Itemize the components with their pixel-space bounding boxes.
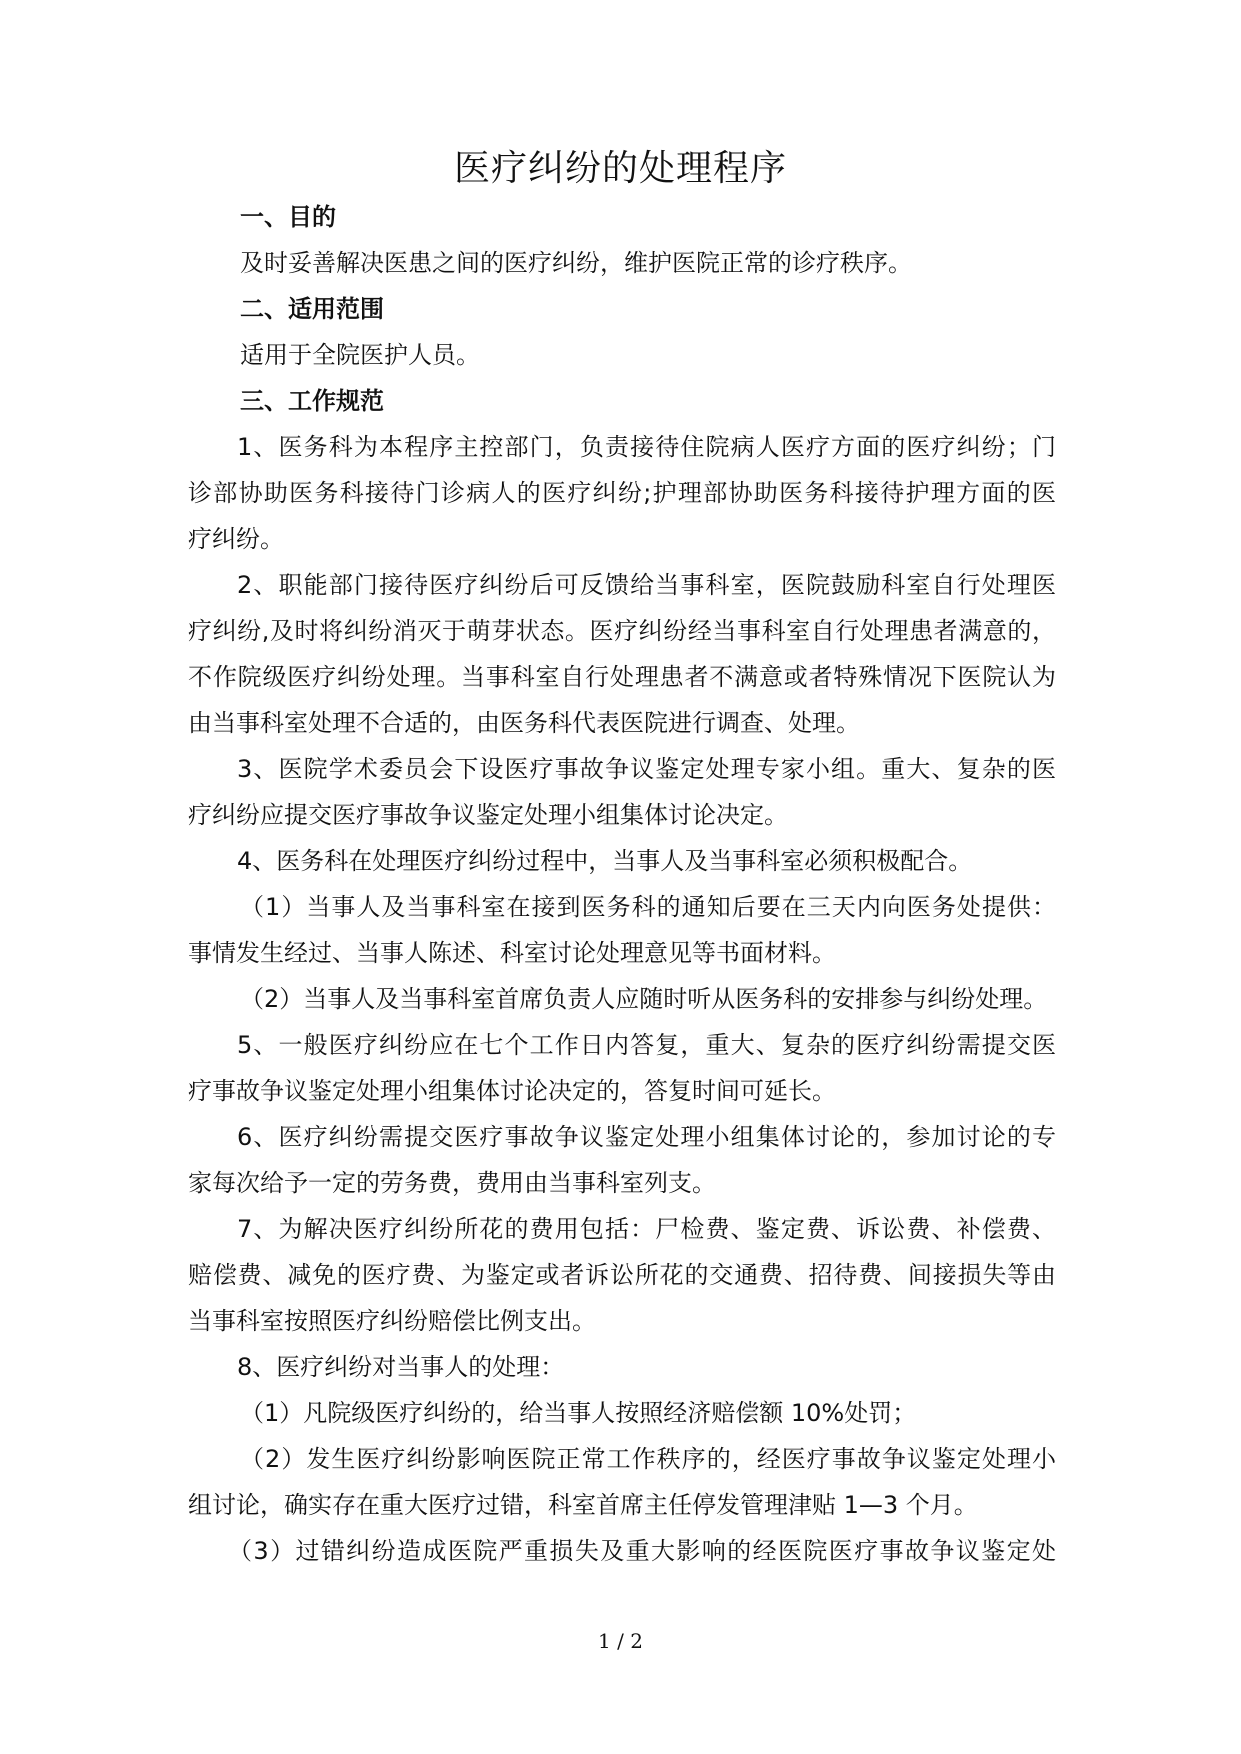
paragraph-line: 组讨论，确实存在重大医疗过错，科室首席主任停发管理津贴 1—3 个月。 — [188, 1491, 978, 1519]
paragraph-line: 疗纠纷应提交医疗事故争议鉴定处理小组集体讨论决定。 — [188, 801, 788, 829]
paragraph-line: 1、医务科为本程序主控部门，负责接待住院病人医疗方面的医疗纠纷；门 — [237, 433, 1056, 461]
paragraph-line: （2）当事人及当事科室首席负责人应随时听从医务科的安排参与纠纷处理。 — [240, 985, 1048, 1013]
document-title: 医疗纠纷的处理程序 — [453, 148, 787, 189]
paragraph-line: 诊部协助医务科接待门诊病人的医疗纠纷;护理部协助医务科接待护理方面的医 — [188, 479, 1056, 507]
section-heading-scope: 二、适用范围 — [240, 295, 384, 323]
paragraph-line: 6、医疗纠纷需提交医疗事故争议鉴定处理小组集体讨论的，参加讨论的专 — [237, 1123, 1056, 1151]
paragraph-line: 2、职能部门接待医疗纠纷后可反馈给当事科室，医院鼓励科室自行处理医 — [237, 571, 1056, 599]
paragraph-line: 家每次给予一定的劳务费，费用由当事科室列支。 — [188, 1169, 716, 1197]
paragraph-line: 当事科室按照医疗纠纷赔偿比例支出。 — [188, 1307, 596, 1335]
paragraph-line: 及时妥善解决医患之间的医疗纠纷，维护医院正常的诊疗秩序。 — [240, 249, 912, 277]
paragraph-line: 8、医疗纠纷对当事人的处理： — [237, 1353, 565, 1381]
paragraph-line: 由当事科室处理不合适的，由医务科代表医院进行调查、处理。 — [188, 709, 860, 737]
paragraph-line: （1）凡院级医疗纠纷的，给当事人按照经济赔偿额 10%处罚； — [240, 1399, 917, 1427]
document-body — [188, 194, 1056, 1574]
paragraph-line: 适用于全院医护人员。 — [240, 341, 480, 369]
paragraph-line: 3、医院学术委员会下设医疗事故争议鉴定处理专家小组。重大、复杂的医 — [237, 755, 1056, 783]
paragraph-line: 不作院级医疗纠纷处理。当事科室自行处理患者不满意或者特殊情况下医院认为 — [188, 663, 1056, 691]
paragraph-line: （2）发生医疗纠纷影响医院正常工作秩序的，经医疗事故争议鉴定处理小 — [240, 1445, 1056, 1473]
paragraph-line: 5、一般医疗纠纷应在七个工作日内答复，重大、复杂的医疗纠纷需提交医 — [237, 1031, 1056, 1059]
paragraph-line: 4、医务科在处理医疗纠纷过程中，当事人及当事科室必须积极配合。 — [237, 847, 973, 875]
paragraph-line: 疗纠纷,及时将纠纷消灭于萌芽状态。医疗纠纷经当事科室自行处理患者满意的， — [188, 617, 1056, 645]
paragraph-line: （1）当事人及当事科室在接到医务科的通知后要在三天内向医务处提供： — [240, 893, 1056, 921]
paragraph-line: 疗事故争议鉴定处理小组集体讨论决定的，答复时间可延长。 — [188, 1077, 836, 1105]
section-heading-purpose: 一、目的 — [240, 203, 336, 231]
page-number: 1 / 2 — [598, 1629, 643, 1653]
paragraph-line: 7、为解决医疗纠纷所花的费用包括：尸检费、鉴定费、诉讼费、补偿费、 — [237, 1215, 1056, 1243]
paragraph-line: 事情发生经过、当事人陈述、科室讨论处理意见等书面材料。 — [188, 939, 836, 967]
section-heading-work-rules: 三、工作规范 — [240, 387, 384, 415]
paragraph-line: 赔偿费、减免的医疗费、为鉴定或者诉讼所花的交通费、招待费、间接损失等由 — [188, 1261, 1056, 1289]
paragraph-line: 疗纠纷。 — [188, 525, 284, 553]
paragraph-line: （3）过错纠纷造成医院严重损失及重大影响的经医院医疗事故争议鉴定处 — [228, 1537, 1056, 1565]
